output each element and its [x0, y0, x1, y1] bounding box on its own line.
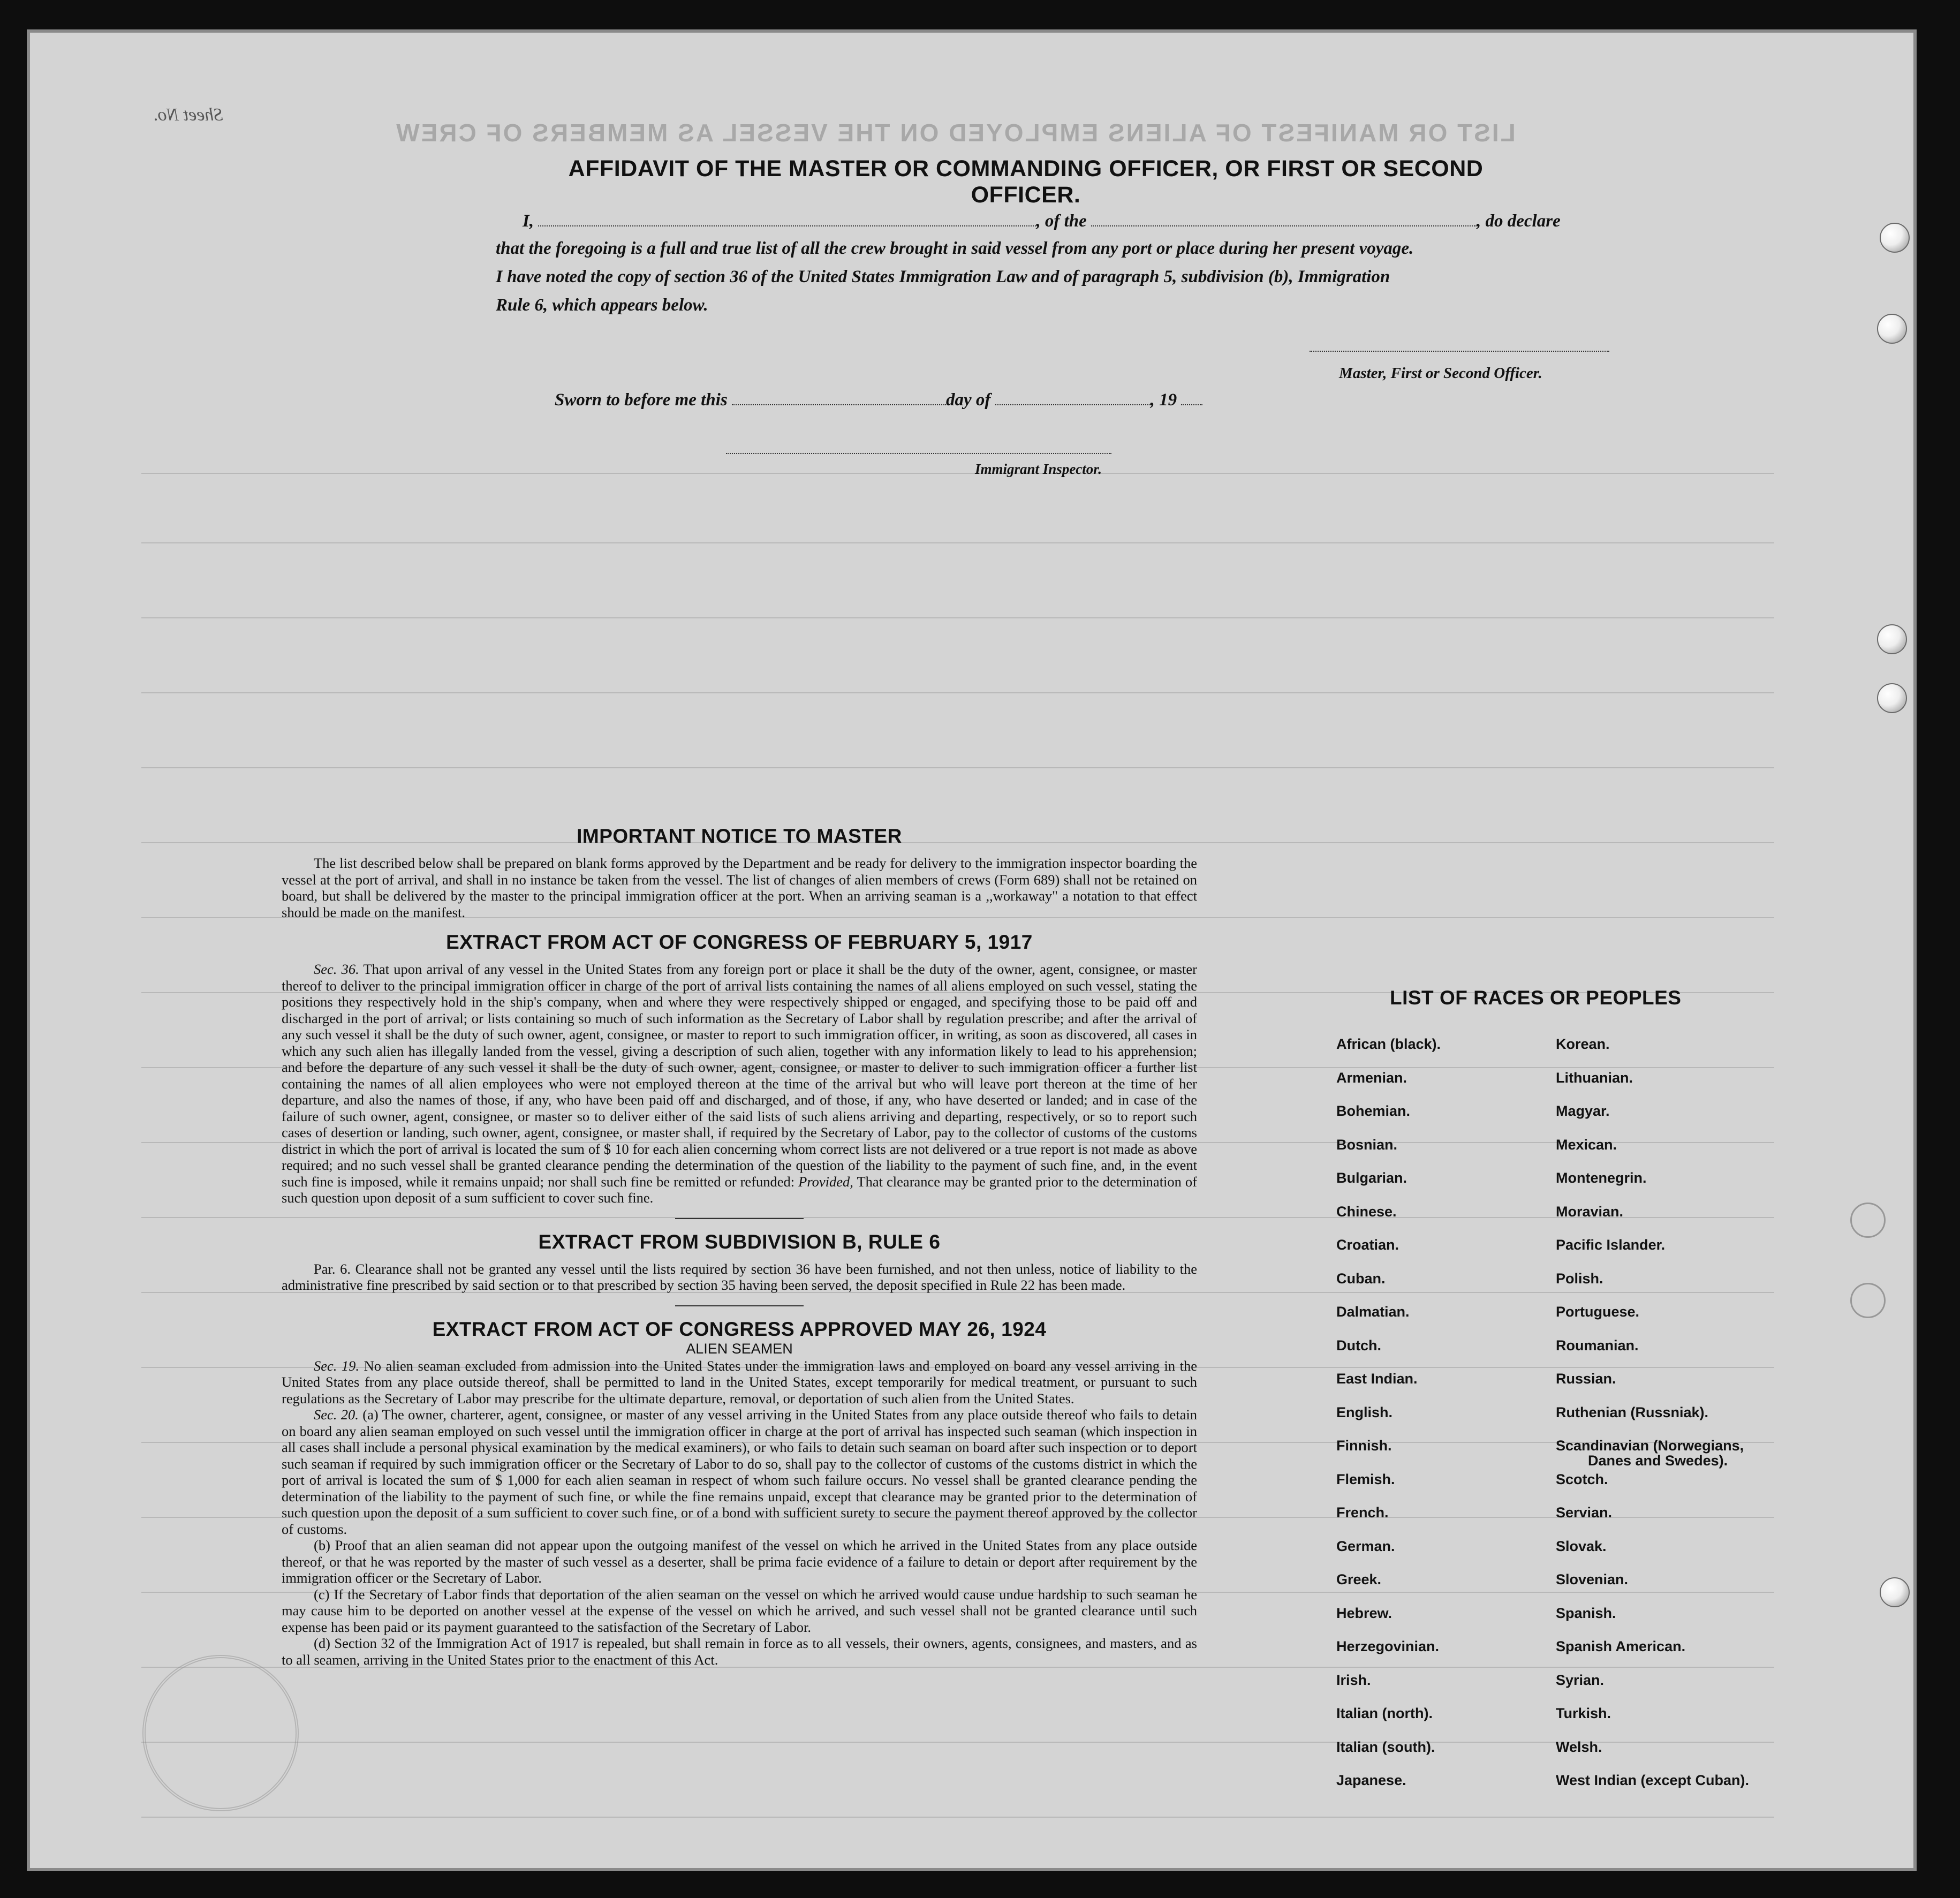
race-item: Turkish. — [1556, 1705, 1611, 1721]
act-1924-heading: EXTRACT FROM ACT OF CONGRESS APPROVED MAY 26, 1924 — [432, 1318, 1047, 1340]
sec-36-tail: That clearance may be granted prior to the determination of such question upon deposit of a sum sufficient to cover such fine. — [282, 1173, 1198, 1206]
race-item: Armenian. — [1336, 1069, 1407, 1086]
race-item: Scotch. — [1556, 1471, 1608, 1487]
race-item: Dalmatian. — [1336, 1304, 1410, 1320]
rule-6-text: Par. 6. Clearance shall not be granted any vessel until the lists required by section 36 have been furnished, and not then unless, notice of liability to the administrative fine prescribed by said section or to that prescribed by section 35 having been served, the deposit specified in Rule 22 has been made. — [282, 1260, 1197, 1293]
race-item: Ruthenian (Russniak). — [1556, 1404, 1709, 1420]
race-item: Mexican. — [1556, 1136, 1617, 1153]
races-column-2 — [1556, 1037, 1781, 1806]
race-item: Pacific Islander. — [1556, 1237, 1666, 1253]
race-item: Italian (north). — [1336, 1705, 1433, 1721]
sheet-number-label: Sheet No. — [153, 105, 223, 125]
scribble-mark — [1850, 1203, 1886, 1238]
race-item: Scandinavian (Norwegians, Danes and Swedes). — [1556, 1438, 1781, 1472]
master-signature-caption: Master, First or Second Officer. — [1339, 365, 1542, 382]
race-item: Bosnian. — [1336, 1136, 1398, 1153]
race-item: Slovenian. — [1556, 1571, 1629, 1587]
alien-seamen-subheading: ALIEN SEAMEN — [686, 1340, 793, 1357]
race-item: Finnish. — [1336, 1438, 1392, 1454]
provided-word: Provided, — [798, 1173, 853, 1190]
race-item: Montenegrin. — [1556, 1170, 1647, 1186]
sworn-day-blank — [732, 388, 946, 405]
sworn-text-2: day of — [945, 390, 991, 410]
sworn-line — [555, 388, 1202, 410]
race-item: German. — [1336, 1538, 1395, 1554]
section-19-text — [282, 1358, 1197, 1407]
section-20a-text — [282, 1407, 1197, 1537]
rule-6-heading: EXTRACT FROM SUBDIVISION B, RULE 6 — [538, 1230, 941, 1253]
sec-36-text: That upon arrival of any vessel in the United States from any foreign port or place it shall be the duty of the owner, agent, consignee, or master thereof to deliver to the principal immigration officer in charge of the port of arrival lists containing the names of all aliens employed on such vessel, stating the positions they respectively hold in the ship's company, when and where they were respectively shipped or engaged, and specifying those to be paid off and discharged in the port of arrival; or lists containing so much of such information as the Secretary of Labor shall by regulation prescribe; and after the arrival of any such vessel it shall be the duty of such owner, agent, consignee, or master to report to such immigration officer, in writing, as soon as discovered, all cases in which any such alien has illegally landed from the vessel, giving a description of such alien, together with any information likely to lead to his apprehension; and before the departure of any such vessel it shall be the duty of such owner, agent, consignee, or master to deliver to such immigration officer a further list containing the names of all alien employees who were not employed thereon at the time of the arrival but who will leave port thereon at the time of her departure, and also the names of those, if any, who have been paid off and discharged, and of those, if any, who have deserted or landed; and in case of the failure of such owner, agent, consignee, or master so to deliver either of the said lists of such aliens arriving and departing, respectively, or so to report such cases of desertion or landing, such owner, agent, consignee, or master shall, if required by the Secretary of Labor, pay to the collector of customs of the customs district in which the port of arrival is located the sum of $ 10 for each alien concerning whom correct lists are not delivered or a true report is not made as above required; and no such vessel shall be granted clearance pending the determination of the question of the liability to the payment of such fine, and, in the event such fine is imposed, while it remains unpaid; nor shall such fine be remitted or refunded: — [282, 961, 1197, 1190]
sec-20a-body: (a) The owner, charterer, agent, consignee, or master of any vessel arriving in the United States from any place outside thereof who fails to detain on board any alien seaman employed on such vessel until the immigration officer in charge at the port of arrival has inspected such seaman (which inspection in all cases shall include a personal physical examination by the medical examiners), or who fails to detain such seaman on board after such inspection or to deport such seaman if required by such immigration officer or the Secretary of Labor to do so, shall pay to the collector of customs of the customs district in which the port of arrival is located the sum of $ 1,000 for each alien seaman in respect of whom such failure occurs. No vessel shall be granted clearance pending the determination of the liability to the payment of such fine, or while the fine remains unpaid, except that clearance may be granted prior to the determination of such question upon the deposit of a sum sufficient to cover such fine, or of a bond with sufficient surety to secure the payment thereof approved by the collector of customs. — [282, 1407, 1197, 1537]
punch-hole — [1877, 683, 1907, 713]
race-item: Spanish. — [1556, 1605, 1616, 1621]
ghost-title: LIST OR MANIFEST OF ALIENS EMPLOYED ON THE VESSEL AS MEMBERS OF CREW — [395, 119, 1516, 147]
race-item: Bohemian. — [1336, 1103, 1411, 1119]
race-item: English. — [1336, 1404, 1393, 1420]
race-item: Servian. — [1556, 1504, 1613, 1521]
sec-36-label: Sec. 36. — [314, 961, 359, 977]
race-item: Greek. — [1336, 1571, 1382, 1587]
act-1917-heading: EXTRACT FROM ACT OF CONGRESS OF FEBRUARY 5, 1917 — [446, 931, 1033, 953]
race-item: Lithuanian. — [1556, 1069, 1633, 1086]
races-list-heading: LIST OF RACES OR PEOPLES — [1390, 987, 1682, 1009]
punch-hole — [1880, 1577, 1910, 1607]
race-item: Spanish American. — [1556, 1638, 1686, 1654]
race-item: Korean. — [1556, 1036, 1610, 1052]
race-item: Polish. — [1556, 1270, 1603, 1287]
section-20b-text: (b) Proof that an alien seaman did not appear upon the outgoing manifest of the vessel on which he arrived in the United States from any place outside thereof, or that he was reported by the master of such vessel as a deserter, shall be prima facie evidence of a failure to detain or deport after requirement by the immigration officer or the Secretary of Labor. — [282, 1537, 1197, 1586]
affidavit-declaration-line — [523, 209, 1561, 231]
race-item: Cuban. — [1336, 1270, 1386, 1287]
punch-hole — [1877, 624, 1907, 654]
races-column-1 — [1336, 1037, 1561, 1806]
race-item: East Indian. — [1336, 1371, 1418, 1387]
notices-column — [282, 825, 1197, 1668]
sec-19-label: Sec. 19. — [314, 1357, 360, 1374]
section-divider — [675, 1305, 804, 1306]
inspector-signature-caption: Immigrant Inspector. — [975, 461, 1102, 477]
race-item: Japanese. — [1336, 1772, 1406, 1788]
declare-text-1: I, — [523, 211, 534, 231]
sec-20-label: Sec. 20. — [314, 1407, 359, 1423]
affidavit-title: AFFIDAVIT OF THE MASTER OR COMMANDING OFFICER, OR FIRST OR SECOND OFFICER. — [568, 156, 1484, 208]
race-item: Bulgarian. — [1336, 1170, 1407, 1186]
race-item: Herzegovinian. — [1336, 1638, 1440, 1654]
sec-19-body: No alien seaman excluded from admission into the United States under the immigration laws and employed on board any vessel arriving in the United States from any place outside thereof, shall be permitted to land in the United States, except temporarily for medical treatment, or pursuant to such regulations as the Secretary of Labor may prescribe for the ultimate departure, removal, or deportation of such alien from the United States. — [282, 1357, 1197, 1407]
notice-to-master-heading: IMPORTANT NOTICE TO MASTER — [577, 825, 902, 847]
race-item: Russian. — [1556, 1371, 1616, 1387]
declare-text-3: , do declare — [1477, 211, 1561, 231]
affidavit-line-4: Rule 6, which appears below. — [496, 296, 708, 315]
declare-text-2: , of the — [1036, 211, 1087, 231]
race-item: Dutch. — [1336, 1337, 1381, 1353]
faded-seal-stamp — [142, 1655, 299, 1811]
race-item: Italian (south). — [1336, 1738, 1435, 1755]
race-item: Irish. — [1336, 1672, 1371, 1688]
race-item-continuation: Danes and Swedes). — [1588, 1453, 1728, 1469]
affidavit-line-2: that the foregoing is a full and true list of all the crew brought in said vessel from any port or place during her present voyage. — [496, 239, 1414, 258]
act-1917-section-36 — [282, 961, 1197, 1206]
race-item: Magyar. — [1556, 1103, 1610, 1119]
race-item: French. — [1336, 1504, 1389, 1521]
master-signature-line — [1310, 351, 1609, 352]
punch-hole — [1877, 314, 1907, 344]
section-20d-text: (d) Section 32 of the Immigration Act of 1917 is repealed, but shall remain in force as to all vessels, their owners, agents, consignees, and masters, and as to all seamen, arriving in the United States prior to the enactment of this Act. — [282, 1635, 1197, 1668]
race-item: Syrian. — [1556, 1672, 1605, 1688]
sworn-text-1: Sworn to before me this — [555, 390, 728, 410]
notice-to-master-text: The list described below shall be prepared on blank forms approved by the Department and be ready for delivery to the immigration inspector boarding the vessel at the port of arrival, and shall in no instance be taken from the vessel. The list of changes of alien members of crews (Form 689) shall not be retained on board, but shall be delivered by the master to the principal immigration officer at the port. When an arriving seaman is a ,,workaway" a notation to that effect should be made on the manifest. — [282, 855, 1197, 920]
race-item: Slovak. — [1556, 1538, 1607, 1554]
race-item: Croatian. — [1336, 1237, 1399, 1253]
race-item: Chinese. — [1336, 1203, 1397, 1220]
scribble-mark — [1850, 1283, 1886, 1318]
section-divider — [675, 1218, 804, 1219]
inspector-signature-line — [726, 453, 1111, 454]
section-20c-text: (c) If the Secretary of Labor finds that deportation of the alien seaman on the vessel on which he arrived would cause undue hardship to such seaman he may cause him to be deported on another vessel at the expense of the vessel on which he arrived, and such vessel shall not be granted clearance until such expense has been paid or its payment guaranteed to the satisfaction of the Secretary of Labor. — [282, 1586, 1197, 1635]
sworn-year-blank — [1181, 388, 1202, 405]
manifest-page — [27, 29, 1917, 1871]
race-item: Moravian. — [1556, 1203, 1624, 1220]
affidavit-line-3: I have noted the copy of section 36 of the United States Immigration Law and of paragraph 5, subdivision (b), Immigration — [496, 267, 1390, 286]
vessel-name-blank — [1091, 209, 1477, 226]
race-item: Roumanian. — [1556, 1337, 1639, 1353]
race-item: Welsh. — [1556, 1738, 1602, 1755]
punch-hole — [1880, 223, 1910, 253]
race-item: African (black). — [1336, 1036, 1441, 1052]
sworn-month-blank — [995, 388, 1151, 405]
master-name-blank — [538, 209, 1036, 226]
race-item: West Indian (except Cuban). — [1556, 1772, 1750, 1788]
sworn-text-3: , 19 — [1150, 390, 1177, 410]
race-item: Portuguese. — [1556, 1304, 1640, 1320]
race-item: Hebrew. — [1336, 1605, 1393, 1621]
race-item: Flemish. — [1336, 1471, 1395, 1487]
